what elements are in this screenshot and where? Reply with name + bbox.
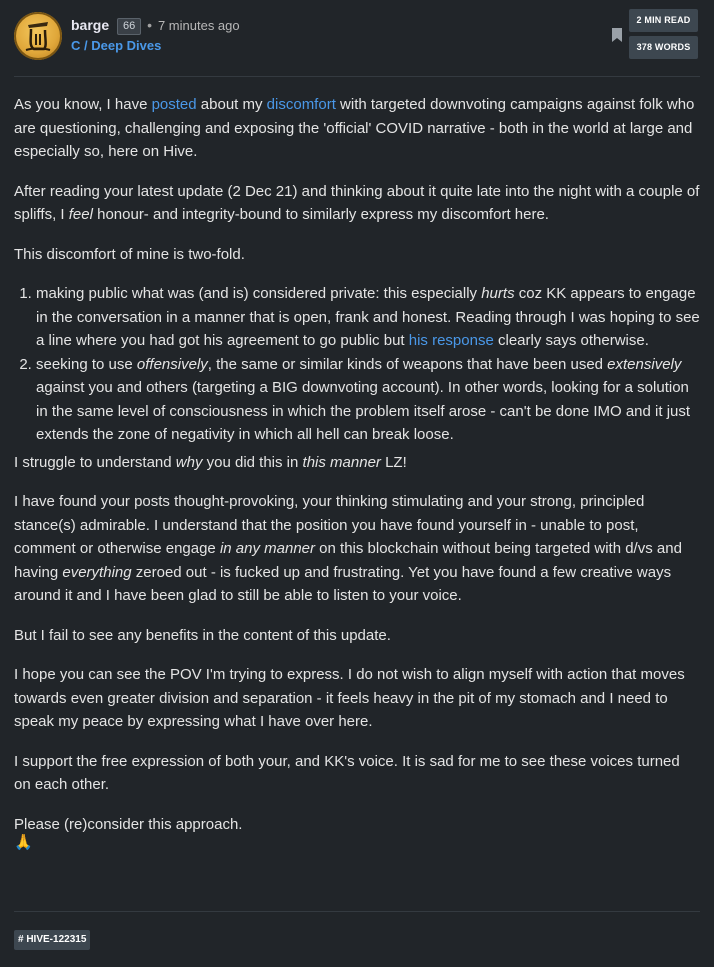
paragraph-7: I hope you can see the POV I'm trying to express. I do not wish to align myself with action that moves towards even greater division and separation - it feels heavy in the pit of my stomach and I need to speak my peace by expressing what I have over here. xyxy=(14,666,685,730)
list-item xyxy=(36,353,700,447)
ordered-list xyxy=(14,282,700,447)
separator-dot: • xyxy=(147,17,153,33)
text: against you and others (targeting a BIG downvoting account). In other words, looking for a solution in the same level of consciousness in which the problem itself arose - can't be done IMO and it just extends the zone of negativity in which all hell can break loose. xyxy=(36,379,691,443)
emphasis: hurts xyxy=(481,285,515,302)
author-name[interactable]: barge xyxy=(71,17,110,33)
text: , the same or similar kinds of weapons that have been used xyxy=(207,355,608,373)
post-timestamp: 7 minutes ago xyxy=(157,18,240,33)
folded-hands-emoji: 🙏 xyxy=(14,834,33,851)
word-count-badge: 378 WORDS xyxy=(629,36,698,59)
paragraph-4 xyxy=(14,451,700,475)
paragraph-9 xyxy=(14,813,700,853)
text: I struggle to understand xyxy=(14,453,176,471)
text: with targeted downvoting campaigns against folk who are questioning, challenging and exposing the 'official' COVID narrative - both in the world at large and especially so, here on Hive. xyxy=(14,96,695,160)
text: on this blockchain without being targeted with d/vs and having xyxy=(14,540,682,581)
author-avatar[interactable] xyxy=(14,12,62,60)
emphasis: this manner xyxy=(302,453,381,471)
emphasis: everything xyxy=(62,563,132,581)
bookmark-icon[interactable] xyxy=(612,28,622,42)
text: clearly says otherwise. xyxy=(493,332,649,349)
text: I have found your posts thought-provoking, your thinking stimulating and your strong, principled stance(s) admirable. I understand that the position you have found yourself in - unable to post, comment or otherwise engage xyxy=(14,493,645,557)
emphasis: extensively xyxy=(607,355,682,373)
read-time-badge: 2 MIN READ xyxy=(629,9,698,32)
text: about my xyxy=(196,96,267,113)
text: LZ! xyxy=(380,453,407,471)
discomfort-link[interactable]: discomfort xyxy=(266,96,336,113)
emphasis: why xyxy=(175,453,203,471)
tag-hive-122315[interactable]: # HIVE-122315 xyxy=(14,930,90,950)
post-stats xyxy=(629,9,698,63)
emphasis: offensively xyxy=(136,355,208,373)
paragraph-1 xyxy=(14,93,700,164)
paragraph-6: But I fail to see any benefits in the content of this update. xyxy=(14,626,391,644)
his-response-link[interactable]: his response xyxy=(408,332,494,349)
posted-link[interactable]: posted xyxy=(151,96,197,113)
paragraph-2 xyxy=(14,180,700,227)
list-item xyxy=(36,282,700,353)
post-header xyxy=(14,0,700,77)
avatar-image xyxy=(14,12,62,60)
paragraph-8: I support the free expression of both your, and KK's voice. It is sad for me to see these voices turned on each other. xyxy=(14,752,680,793)
text: As you know, I have xyxy=(14,96,152,113)
text: honour- and integrity-bound to similarly express my discomfort here. xyxy=(92,206,549,223)
community-link[interactable]: C / Deep Dives xyxy=(71,38,162,53)
text: After reading your latest update (2 Dec 21) and thinking about it quite late into the night with a couple of spliffs, I xyxy=(14,182,700,223)
text: making public what was (and is) considered private: this especially xyxy=(36,285,482,302)
emphasis: feel xyxy=(68,206,93,223)
author-line xyxy=(71,16,240,35)
text: you did this in xyxy=(202,453,303,471)
reputation-badge: 66 xyxy=(117,18,141,35)
emphasis: in any manner xyxy=(219,540,316,557)
paragraph-3: This discomfort of mine is two-fold. xyxy=(14,245,245,263)
post-footer xyxy=(14,911,700,945)
text: Please (re)consider this approach. xyxy=(14,815,243,833)
post-body xyxy=(14,77,700,852)
paragraph-5 xyxy=(14,490,700,608)
text: zeroed out - is fucked up and frustrating. Yet you have found a few creative ways around it and I have been glad to still be able to listen to your voice. xyxy=(14,563,672,604)
text: seeking to use xyxy=(36,355,137,373)
text: coz KK appears to engage in the conversation in a manner that is open, frank and honest. Reading through I was hoping to see a line where you had got his agreement to go public but xyxy=(36,285,700,349)
